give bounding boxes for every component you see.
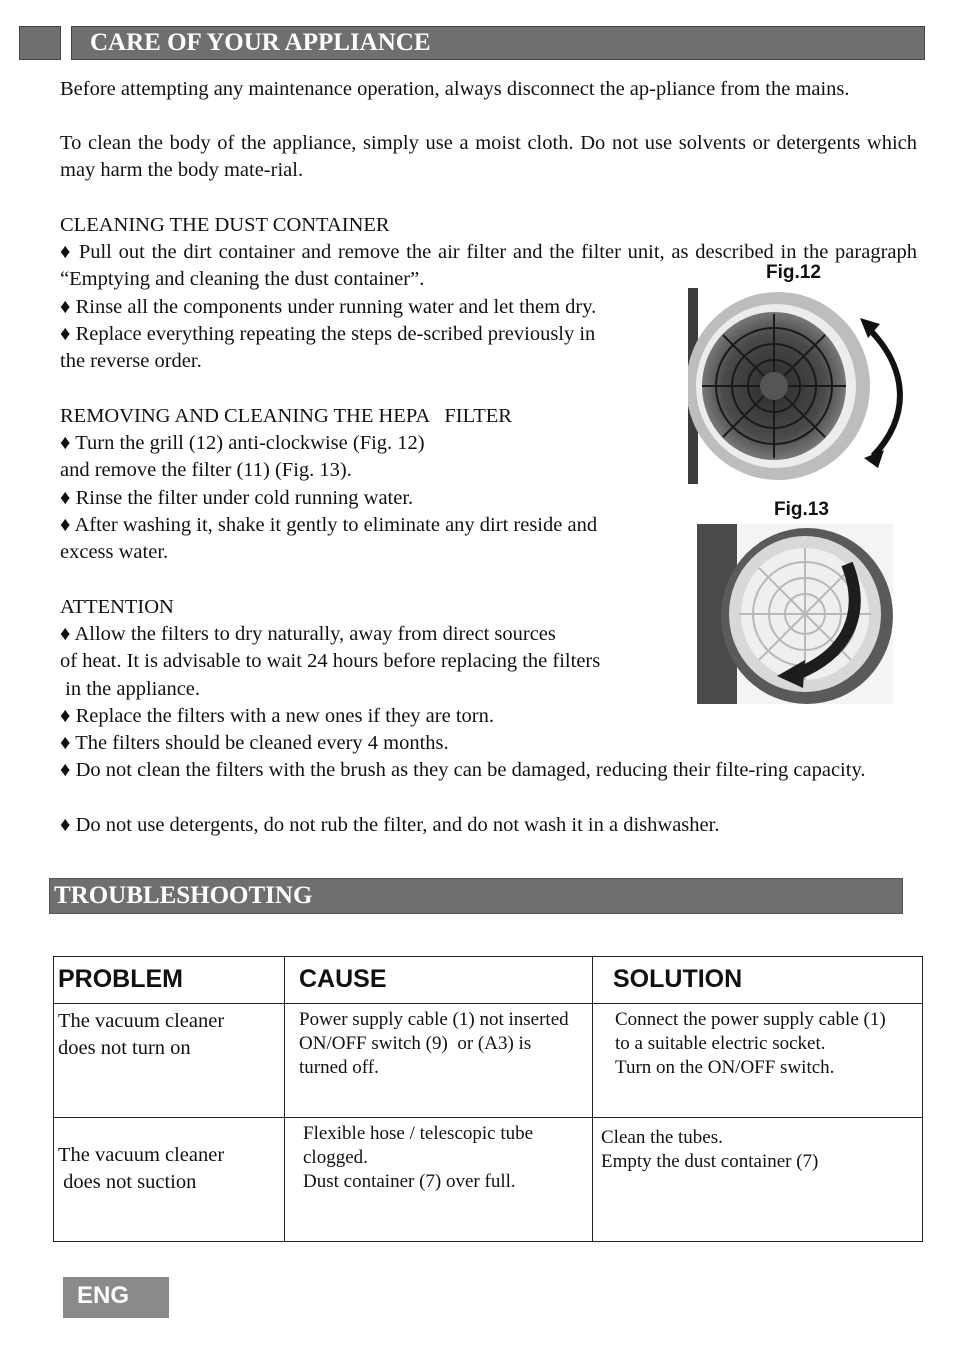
cause-line: Power supply cable (1) not inserted bbox=[299, 1009, 569, 1030]
solution-cell bbox=[593, 1118, 923, 1242]
attention-line-7: ♦ Do not use detergents, do not rub the filter, and do not wash it in a dishwasher. bbox=[60, 814, 720, 836]
problem-line: does not suction bbox=[58, 1171, 197, 1193]
care-title: CARE OF YOUR APPLIANCE bbox=[90, 29, 431, 56]
dust-bullet-1: ♦ Pull out the dirt container and remove the air filter and the filter unit, as described in the paragraph “Emptying and cleaning the dust container”. bbox=[60, 241, 917, 291]
hepa-line-4: ♦ After washing it, shake it gently to eliminate any dirt reside and bbox=[60, 514, 598, 536]
cause-cell bbox=[285, 1004, 593, 1118]
column-header-problem: PROBLEM bbox=[54, 957, 285, 1004]
care-header-square bbox=[19, 26, 61, 60]
fig13-filter-image bbox=[697, 524, 893, 704]
fig13-label: Fig.13 bbox=[774, 499, 829, 520]
fig12-grill-image bbox=[688, 288, 918, 484]
attention-line-5: ♦ The filters should be cleaned every 4 months. bbox=[60, 732, 449, 754]
dust-bullet-2: ♦ Rinse all the components under running water and let them dry. bbox=[60, 296, 597, 318]
solution-line: Connect the power supply cable (1) bbox=[615, 1009, 886, 1030]
troubleshooting-header-bar bbox=[49, 878, 903, 914]
attention-line-1: ♦ Allow the filters to dry naturally, away from direct sources bbox=[60, 623, 556, 645]
problem-cell bbox=[54, 1118, 285, 1242]
troubleshooting-table bbox=[53, 956, 923, 1242]
dust-bullet-3-line-2: the reverse order. bbox=[60, 350, 202, 372]
problem-line: The vacuum cleaner bbox=[58, 1010, 225, 1032]
cause-line: ON/OFF switch (9) or (A3) is bbox=[299, 1033, 532, 1054]
troubleshooting-title: TROUBLESHOOTING bbox=[54, 882, 313, 909]
table-header-row bbox=[54, 957, 923, 1004]
attention-heading: ATTENTION bbox=[60, 596, 174, 618]
dust-bullet-3-line-1: ♦ Replace everything repeating the steps de-scribed previously in bbox=[60, 323, 596, 345]
table-row bbox=[54, 1004, 923, 1118]
solution-line: to a suitable electric socket. bbox=[615, 1033, 826, 1054]
solution-cell bbox=[593, 1004, 923, 1118]
column-header-solution: SOLUTION bbox=[593, 957, 923, 1004]
hepa-line-5: excess water. bbox=[60, 541, 169, 563]
intro-paragraph-1: Before attempting any maintenance operation, always disconnect the ap-pliance from the mains. bbox=[60, 78, 850, 100]
hepa-line-3: ♦ Rinse the filter under cold running water. bbox=[60, 487, 414, 509]
attention-line-4: ♦ Replace the filters with a new ones if they are torn. bbox=[60, 705, 494, 727]
table-row bbox=[54, 1118, 923, 1242]
intro-paragraph-2: To clean the body of the appliance, simply use a moist cloth. Do not use solvents or detergents which may harm the body mate-rial. bbox=[60, 132, 917, 182]
care-header-bar bbox=[71, 26, 925, 60]
cause-cell bbox=[285, 1118, 593, 1242]
attention-line-6: ♦ Do not clean the filters with the brush as they can be damaged, reducing their filte-ring capacity. bbox=[60, 759, 866, 781]
solution-line: Empty the dust container (7) bbox=[601, 1151, 819, 1172]
cause-line: turned off. bbox=[299, 1057, 379, 1078]
hepa-line-1: ♦ Turn the grill (12) anti-clockwise (Fig. 12) bbox=[60, 432, 425, 454]
cause-line: Dust container (7) over full. bbox=[303, 1171, 516, 1192]
fig12-label: Fig.12 bbox=[766, 262, 821, 283]
dust-heading: CLEANING THE DUST CONTAINER bbox=[60, 214, 390, 236]
attention-line-2: of heat. It is advisable to wait 24 hours before replacing the filters bbox=[60, 650, 601, 672]
hepa-line-2: and remove the filter (11) (Fig. 13). bbox=[60, 459, 352, 481]
problem-line: The vacuum cleaner bbox=[58, 1144, 225, 1166]
solution-line: Clean the tubes. bbox=[601, 1127, 723, 1148]
problem-cell bbox=[54, 1004, 285, 1118]
hepa-heading: REMOVING AND CLEANING THE HEPA FILTER bbox=[60, 405, 512, 427]
problem-line: does not turn on bbox=[58, 1037, 191, 1059]
language-tag: ENG bbox=[63, 1277, 169, 1318]
solution-line: Turn on the ON/OFF switch. bbox=[615, 1057, 835, 1078]
cause-line: Flexible hose / telescopic tube bbox=[303, 1123, 534, 1144]
cause-line: clogged. bbox=[303, 1147, 368, 1168]
column-header-cause: CAUSE bbox=[285, 957, 593, 1004]
attention-line-3: in the appliance. bbox=[60, 678, 201, 700]
